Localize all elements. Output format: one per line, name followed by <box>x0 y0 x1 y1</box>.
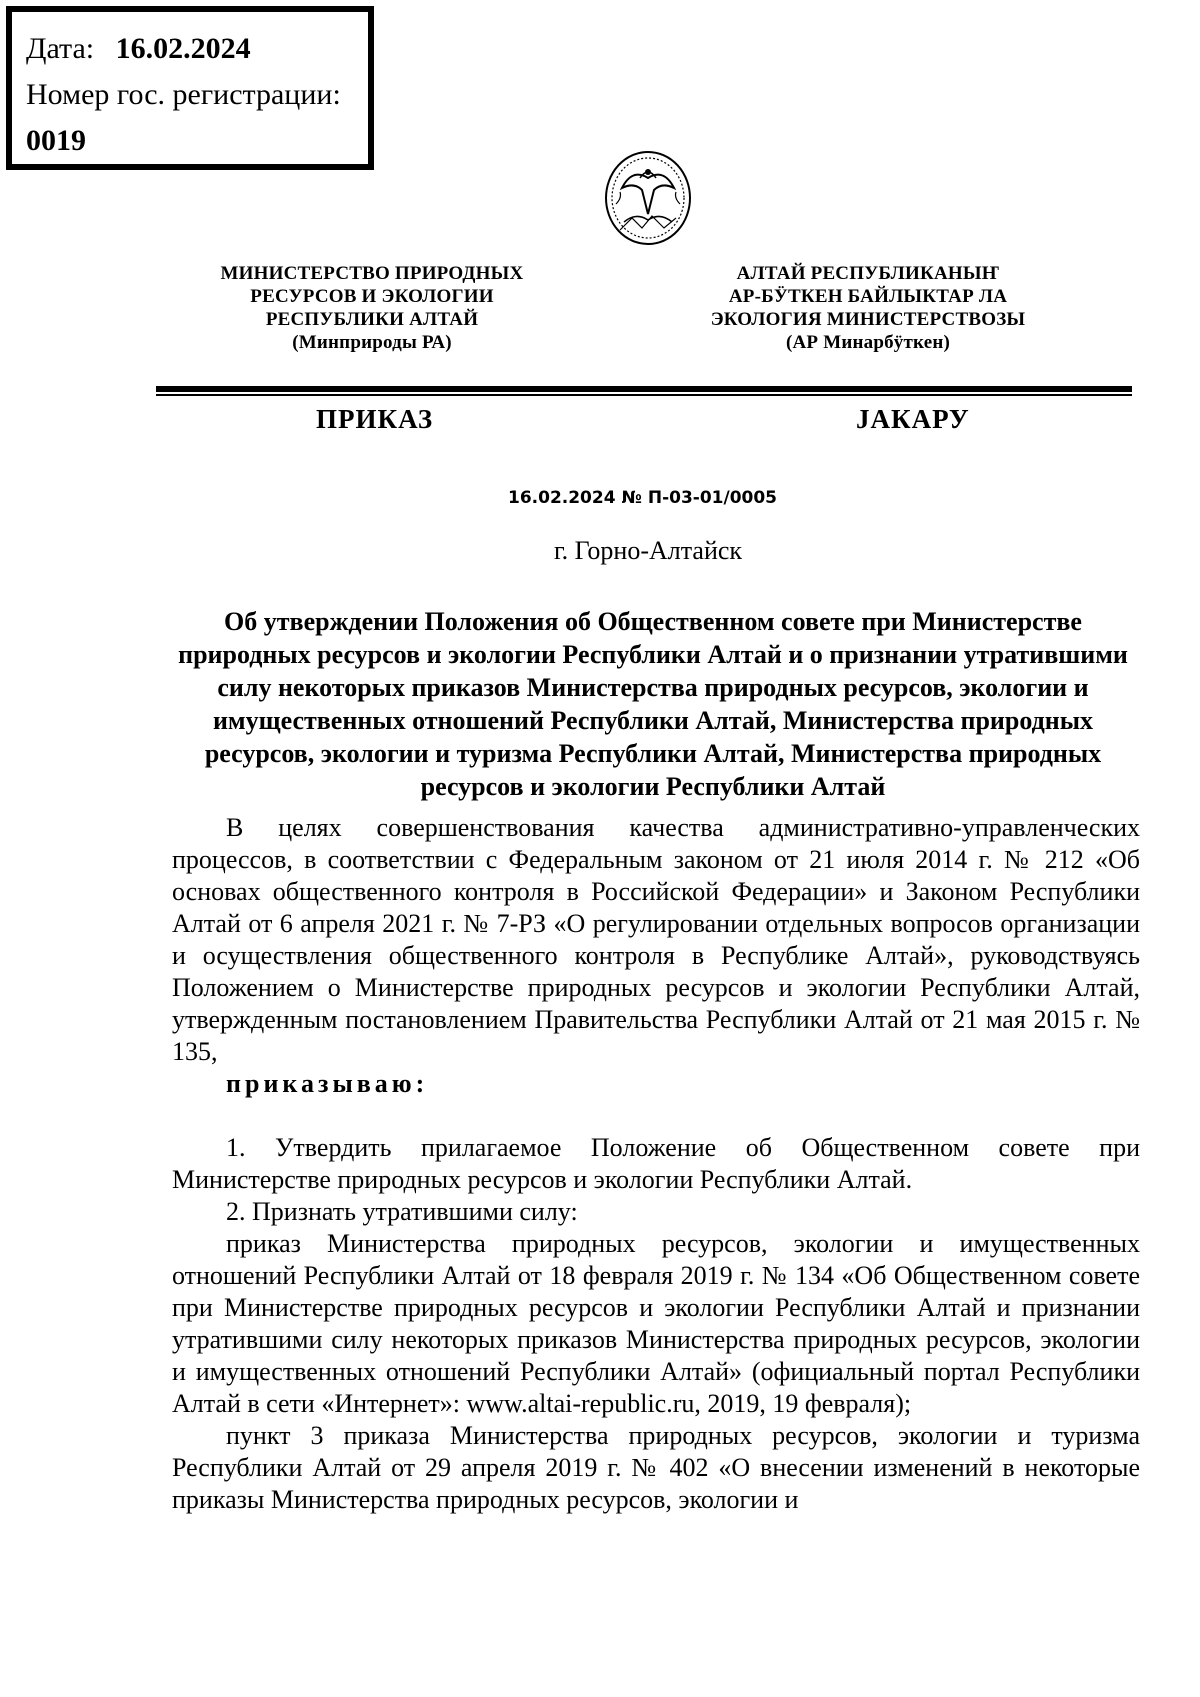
order-title-russian: ПРИКАЗ <box>316 404 434 434</box>
document-body <box>172 812 1140 1516</box>
header-divider <box>156 386 1132 392</box>
preamble-paragraph: В целях совершенствования качества административно-управленческих процессов, в соответствии с Федеральным законом от 21 июля 2014 г. № 212 «Об основах общественного контроля в Российской Федерации» и Законом Республики Алтай от 6 апреля 2021 г. № 7-РЗ «О регулировании отдельных вопросов организации и осуществления общественного контроля в Республике Алтай», руководствуясь Положением о Министерстве природных ресурсов и экологии Республики Алтай, утвержденным постановлением Правительства Республики Алтай от 21 мая 2015 г. № 135, <box>172 813 1140 1066</box>
ministry-name-russian <box>162 262 582 354</box>
order-number: 16.02.2024 № П-03-01/0005 <box>508 488 778 508</box>
ministry-alt-line1: АЛТАЙ РЕСПУБЛИКАНЫҤ <box>736 263 1000 284</box>
order-title-altai: ЈАКАРУ <box>856 404 970 434</box>
header-divider-thin <box>156 394 1132 396</box>
ministry-name-altai <box>638 262 1098 354</box>
registration-number-label: Номер гос. регистрации: <box>26 78 341 111</box>
registration-date-value: 16.02.2024 <box>115 32 251 65</box>
ministry-ru-line2: РЕСУРСОВ И ЭКОЛОГИИ <box>250 286 494 307</box>
ministry-alt-line4: (АР Минарбӱткен) <box>785 332 950 353</box>
city-line <box>0 536 1200 566</box>
item-2b-paragraph: пункт 3 приказа Министерства природных ресурсов, экологии и туризма Республики Алтай от 29 апреля 2019 г. № 402 «О внесении изменений в некоторые приказы Министерства природных ресурсов, экологии и <box>172 1421 1140 1514</box>
item-2a-paragraph: приказ Министерства природных ресурсов, экологии и имущественных отношений Республики Алтай от 18 февраля 2019 г. № 134 «Об Общественном совете при Министерстве природных ресурсов и экологии Республики Алтай и признании утратившими силу некоторых приказов Министерства природных ресурсов, экологии и имущественных отношений Республики Алтай» (официальный портал Республики Алтай в сети «Интернет»: www.altai-republic.ru, 2019, 19 февраля); <box>172 1229 1140 1418</box>
document-title: Об утверждении Положения об Общественном совете при Министерстве природных ресурсов и экологии Республики Алтай и о признании утратившими силу некоторых приказов Министерства природных ресурсов, экологии и имущественных отношений Республики Алтай, Министерства природных ресурсов, экологии и туризма Республики Алтай, Министерства природных ресурсов и экологии Республики Алтай <box>178 607 1128 801</box>
ministry-ru-line3: РЕСПУБЛИКИ АЛТАЙ <box>265 309 479 330</box>
registration-number-value: 0019 <box>26 124 86 157</box>
registration-stamp <box>6 6 374 170</box>
registration-date-label: Дата: <box>26 32 95 65</box>
decree-word: приказываю: <box>226 1069 429 1098</box>
altai-republic-emblem-icon <box>602 148 694 248</box>
ministry-alt-line3: ЭКОЛОГИЯ МИНИСТЕРСТВОЗЫ <box>710 309 1026 330</box>
item-2-paragraph: 2. Признать утратившими силу: <box>226 1197 578 1226</box>
item-1-paragraph: 1. Утвердить прилагаемое Положение об Общественном совете при Министерстве природных ресурсов и экологии Республики Алтай. <box>172 1133 1140 1194</box>
registration-date-row <box>26 26 368 72</box>
ministry-alt-line2: АР-БӰТКЕН БАЙЛЫКТАР ЛА <box>728 286 1008 307</box>
ministry-ru-line1: МИНИСТЕРСТВО ПРИРОДНЫХ <box>220 263 524 284</box>
city-name: г. Горно-Алтайск <box>553 536 743 565</box>
ministry-ru-line4: (Минприроды РА) <box>292 332 452 353</box>
